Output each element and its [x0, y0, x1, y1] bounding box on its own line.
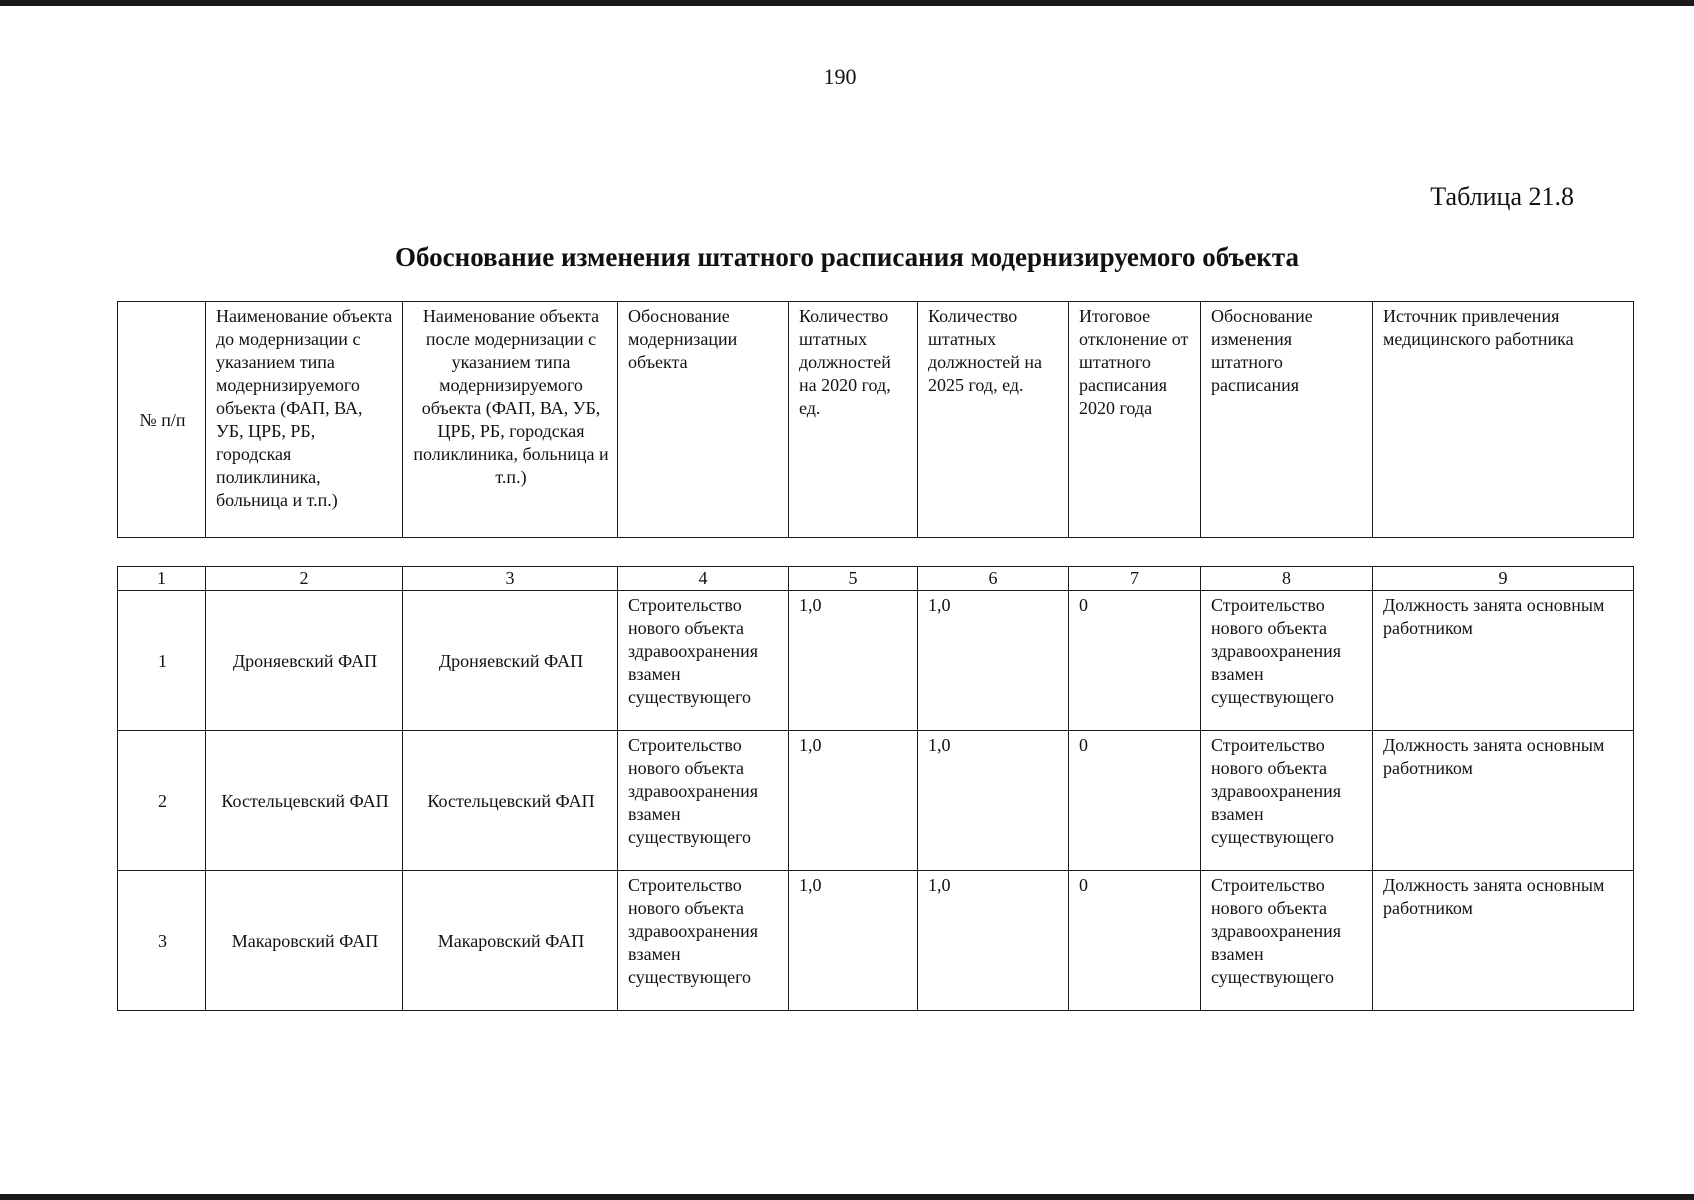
staff-deviation: 0	[1069, 871, 1201, 1011]
header-cell-name-after: Наименование объекта после модернизации с указанием типа модернизируемого объекта (ФАП, ВА, УБ, ЦРБ, РБ, городская поликлиника, больница и т.п.)	[403, 302, 618, 538]
header-cell-deviation: Итоговое отклонение от штатного расписания 2020 года	[1069, 302, 1201, 538]
header-cell-source: Источник привлечения медицинского работника	[1373, 302, 1634, 538]
object-name-before: Костельцевский ФАП	[206, 731, 403, 871]
column-number: 2	[206, 567, 403, 591]
column-number: 3	[403, 567, 618, 591]
table-row	[118, 591, 1634, 731]
staff-change-justification: Строительство нового объекта здравоохранения взамен существующего	[1201, 591, 1373, 731]
column-number-row	[118, 567, 1634, 591]
header-cell-name-before: Наименование объекта до модернизации с указанием типа модернизируемого объекта (ФАП, ВА, УБ, ЦРБ, РБ, городская поликлиника, больница и т.п.)	[206, 302, 403, 538]
table-row	[118, 731, 1634, 871]
column-number: 1	[118, 567, 206, 591]
table-label: Таблица 21.8	[1430, 182, 1574, 211]
staff-change-justification: Строительство нового объекта здравоохранения взамен существующего	[1201, 871, 1373, 1011]
object-name-after: Макаровский ФАП	[403, 871, 618, 1011]
staff-change-justification: Строительство нового объекта здравоохранения взамен существующего	[1201, 731, 1373, 871]
staff-2020: 1,0	[789, 731, 918, 871]
data-table	[117, 566, 1634, 1011]
page-number: 190	[823, 64, 857, 89]
modernization-justification: Строительство нового объекта здравоохранения взамен существующего	[618, 591, 789, 731]
column-number: 4	[618, 567, 789, 591]
header-row	[118, 302, 1634, 538]
staff-2025: 1,0	[918, 731, 1069, 871]
header-cell-staff-2020: Количество штатных должностей на 2020 год, ед.	[789, 302, 918, 538]
column-number: 8	[1201, 567, 1373, 591]
object-name-before: Макаровский ФАП	[206, 871, 403, 1011]
staff-2025: 1,0	[918, 591, 1069, 731]
table-row	[118, 871, 1634, 1011]
top-border-line	[0, 0, 1694, 6]
column-number: 5	[789, 567, 918, 591]
staff-deviation: 0	[1069, 591, 1201, 731]
row-number: 3	[118, 871, 206, 1011]
object-name-before: Дроняевский ФАП	[206, 591, 403, 731]
object-name-after: Дроняевский ФАП	[403, 591, 618, 731]
column-number: 6	[918, 567, 1069, 591]
header-cell-number: № п/п	[118, 302, 206, 538]
bottom-border-line	[0, 1194, 1694, 1200]
header-cell-staff-2025: Количество штатных должностей на 2025 год, ед.	[918, 302, 1069, 538]
staff-2025: 1,0	[918, 871, 1069, 1011]
header-cell-staff-justification: Обоснование изменения штатного расписания	[1201, 302, 1373, 538]
header-table	[117, 301, 1634, 538]
column-number: 7	[1069, 567, 1201, 591]
staff-2020: 1,0	[789, 591, 918, 731]
worker-source: Должность занята основным работником	[1373, 731, 1634, 871]
staff-2020: 1,0	[789, 871, 918, 1011]
worker-source: Должность занята основным работником	[1373, 591, 1634, 731]
object-name-after: Костельцевский ФАП	[403, 731, 618, 871]
modernization-justification: Строительство нового объекта здравоохранения взамен существующего	[618, 871, 789, 1011]
staff-deviation: 0	[1069, 731, 1201, 871]
worker-source: Должность занята основным работником	[1373, 871, 1634, 1011]
row-number: 1	[118, 591, 206, 731]
document-title: Обоснование изменения штатного расписания модернизируемого объекта	[395, 242, 1299, 272]
modernization-justification: Строительство нового объекта здравоохранения взамен существующего	[618, 731, 789, 871]
row-number: 2	[118, 731, 206, 871]
header-cell-justification: Обоснование модернизации объекта	[618, 302, 789, 538]
column-number: 9	[1373, 567, 1634, 591]
